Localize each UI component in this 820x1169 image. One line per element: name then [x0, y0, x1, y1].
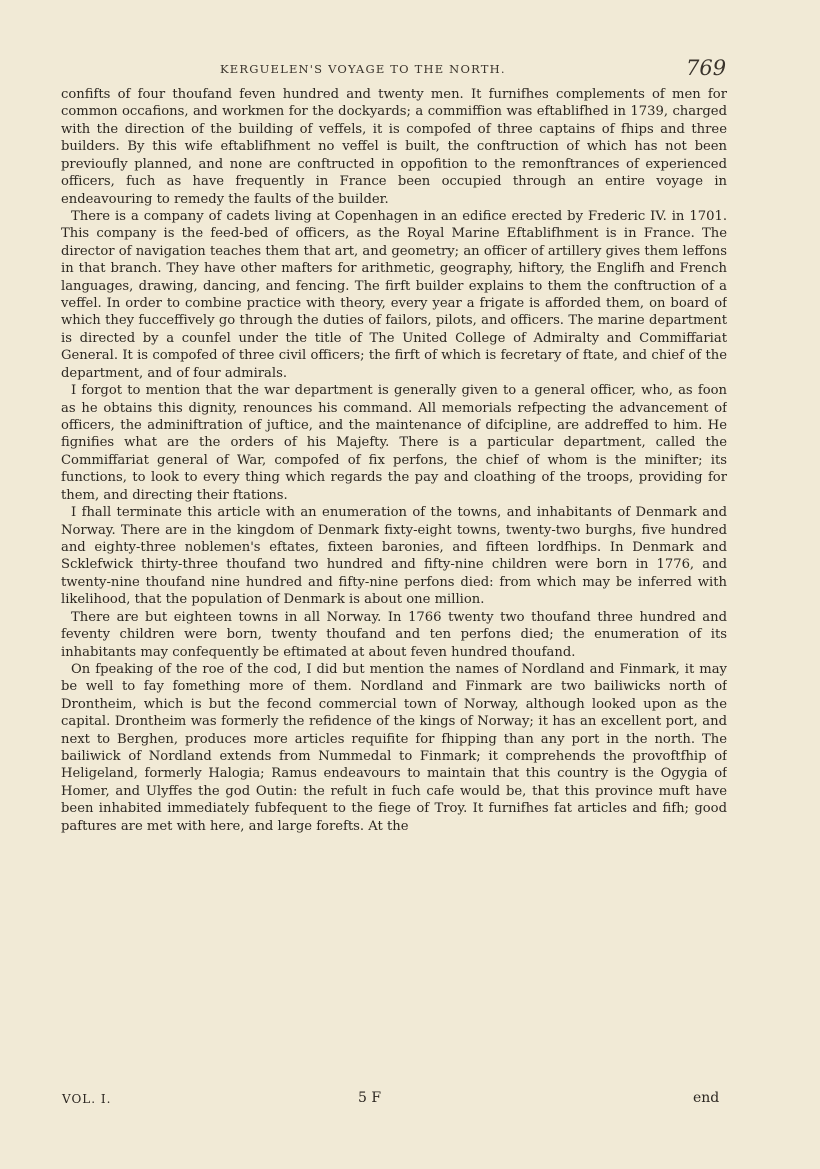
body-text: [61, 86, 727, 1096]
paragraph-3: I forgot to mention that the war department is generally given to a general officer, who, as foon as he obtains this dignity, renounces his command. All memorials refpecting the advancement of officers, the adminiftration of juftice, and the maintenance of difcipline, are addreffed to him. He fignifies what are the orders of his Majefty. There is a particular department, called the Commiffariat general of War, compofed of fix perfons, the chief of whom is the minifter; its functions, to look to every thing which regards the pay and cloathing of the troops, providing for them, and directing their ftations.: [61, 383, 727, 503]
running-title: KERGUELEN'S VOYAGE TO THE NORTH.: [220, 62, 506, 76]
paragraph-5: There are but eighteen towns in all Norway. In 1766 twenty two thoufand three hundred and feventy children were born, twenty thoufand and ten perfons died; the enumeration of its inhabitants may confequently be eftimated at about feven hundred thoufand.: [61, 609, 727, 660]
paragraph-6: On fpeaking of the roe of the cod, I did but mention the names of Nordland and Finmark, it may be well to fay fomething more of them. Nordland and Finmark are two bailiwicks north of Drontheim, which is but the fecond commercial town of Norway, although looked upon as the capital. Drontheim was formerly the refidence of the kings of Norway; it has an excellent port, and next to Berghen, produces more articles requifite for fhipping than any port in the north. The bailiwick of Nordland extends from Nummedal to Finmark; it comprehends the provoftfhip of Heligeland, formerly Halogia; Ramus endeavours to maintain that this country is the Ogygia of Homer, and Ulyffes the god Outin: the refult in fuch cafe would be, that this province muft have been inhabited immediately fubfequent to the fiege of Troy. It furnifhes fat articles and fifh; good paftures are met with here, and large forefts. At the: [61, 661, 727, 834]
running-head: [0, 56, 820, 84]
catchword: end: [693, 1090, 720, 1106]
paragraph-1: confifts of four thoufand feven hundred and twenty men. It furnifhes complements of men for common occafions, and workmen for the dockyards; a commiffion was eftablifhed in 1739, charged with the direction of the building of veffels, it is compofed of three captains of fhips and three builders. By this wife eftablifhment no veffel is built, the conftruction of which has not been previoufly planned, and none are conftructed in oppofition to the remonftrances of experienced officers, fuch as have frequently in France been occupied through an entire voyage in endeavouring to remedy the faults of the builder.: [61, 87, 727, 207]
page-footer: [0, 1090, 820, 1110]
page-number: 769: [686, 56, 727, 80]
paragraph-4: I fhall terminate this article with an enumeration of the towns, and inhabitants of Denmark and Norway. There are in the kingdom of Denmark fixty-eight towns, twenty-two burghs, five hundred and eighty-three noblemen's eftates, fixteen baronies, and fifteen lordfhips. In Denmark and Scklefwick thirty-three thoufand two hundred and fifty-nine children were born in 1776, and twenty-nine thoufand nine hundred and fifty-nine perfons died: from which may be inferred with likelihood, that the population of Denmark is about one million.: [61, 505, 727, 608]
paragraph-2: There is a company of cadets living at Copenhagen in an edifice erected by Frederic IV. in 1701. This company is the feed-bed of officers, as the Royal Marine Eftablifhment is in France. The director of navigation teaches them that art, and geometry; an officer of artillery gives them leffons in that branch. They have other mafters for arithmetic, geography, hiftory, the Englifh and French languages, drawing, dancing, and fencing. The firft builder explains to them the conftruction of a veffel. In order to combine practice with theory, every year a frigate is afforded them, on board of which they fucceffively go through the duties of failors, pilots, and officers. The marine department is directed by a counfel under the title of The United College of Admiralty and Commiffariat General. It is compofed of three civil officers; the firft of which is fecretary of ftate, and chief of the department, and of four admirals.: [61, 208, 727, 381]
signature-mark: 5 F: [358, 1090, 382, 1106]
volume-mark: VOL. I.: [62, 1092, 112, 1106]
